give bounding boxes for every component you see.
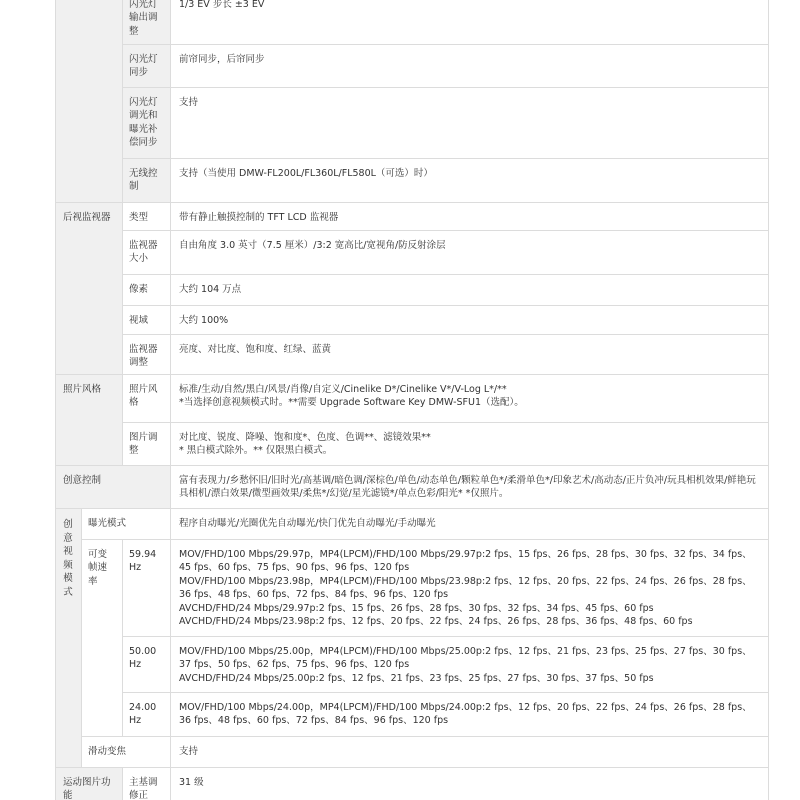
row-line (122, 44, 769, 45)
frame-rate-freq-2400: 24.00 Hz (129, 702, 157, 727)
flash-exposure-comp-label: 闪光灯 调光和 曝光补 偿同步 (129, 97, 158, 149)
monitor-pixels-label: 像素 (129, 284, 149, 295)
exposure-mode-label: 曝光模式 (88, 518, 127, 529)
row-line (122, 87, 769, 88)
row-line (122, 158, 769, 159)
row-line (55, 202, 769, 203)
value-column-divider (170, 0, 171, 800)
creative-control-category: 创意控制 (63, 475, 102, 486)
frame-rate-value-5000: MOV/FHD/100 Mbps/25.00p，MP4(LPCM)/FHD/100 Mbps/25.00p:2 fps、12 fps、21 fps、23 fps、25 fps、27 fps、30 fps、37 fps、50 fps、62 fps、75 fps、96 fps、120 fps AVCHD/FHD/24 Mbps/25.00p:2 fps、12 fps、21 fps、23 fps、25 fps、27 fps、30 fps、37 fps、50 fps (179, 646, 752, 684)
row-line (55, 508, 769, 509)
row-line (122, 692, 769, 693)
flash-wireless-value: 支持（当使用 DMW-FL200L/FL360L/FL580L（可选）时） (179, 168, 433, 179)
flash-sync-label: 闪光灯 同步 (129, 54, 158, 79)
row-line (122, 305, 769, 306)
sublabel-divider-top (122, 0, 123, 466)
flash-sync-value: 前帘同步，后帘同步 (179, 54, 265, 65)
monitor-pixels-value: 大约 104 万点 (179, 284, 242, 295)
frame-rate-freq-5994: 59.94 Hz (129, 549, 157, 574)
monitor-type-value: 带有静止触摸控制的 TFT LCD 监视器 (179, 212, 339, 223)
table-border-right (768, 0, 769, 800)
row-line (122, 636, 769, 637)
spec-table (55, 0, 769, 800)
monitor-adjust-value: 亮度、对比度、饱和度、红绿、蓝黄 (179, 344, 332, 355)
monitor-category: 后视监视器 (63, 212, 111, 223)
exposure-mode-value: 程序自动曝光/光圈优先自动曝光/快门优先自动曝光/手动曝光 (179, 518, 436, 529)
slide-zoom-label: 滑动变焦 (88, 746, 127, 757)
frame-rate-value-2400: MOV/FHD/100 Mbps/24.00p，MP4(LPCM)/FHD/100 Mbps/24.00p:2 fps、12 fps、20 fps、22 fps、24 fps、26 fps、28 fps、36 fps、48 fps、60 fps、72 fps、84 fps、96 fps、120 fps (179, 702, 752, 727)
photo-style-value: 标准/生动/自然/黑白/风景/肖像/自定义/Cinelike D*/Cinelike V*/V-Log L*/** *当选择创意视频模式时。**需要 Upgrade Software Key DMW-SFU1（选配）。 (179, 384, 524, 409)
monitor-adjust-label: 监视器 调整 (129, 344, 158, 369)
picture-adjust-label: 图片调 整 (129, 432, 158, 457)
flash-exposure-comp-value: 支持 (179, 97, 199, 108)
frame-rate-value-5994: MOV/FHD/100 Mbps/29.97p，MP4(LPCM)/FHD/100 Mbps/29.97p:2 fps、15 fps、26 fps、28 fps、30 fps、32 fps、34 fps、45 fps、60 fps、75 fps、90 fps、96 fps、120 fps MOV/FHD/100 Mbps/23.98p，MP4(LPCM)/FHD/100 Mbps/23.98p:2 fps、12 fps、20 fps、22 fps、24 fps、26 fps、28 fps、36 fps、48 fps、60 fps、72 fps、84 fps、96 fps、120 fps AVCHD/FHD/24 Mbps/29.97p:2 fps、15 fps、26 fps、28 fps、30 fps、32 fps、34 fps、45 fps、60 fps AVCHD/FHD/24 Mbps/23.98p:2 fps、12 fps、20 fps、22 fps、24 fps、26 fps、28 fps、36 fps、48 fps、60 fps (179, 549, 752, 628)
row-line (122, 274, 769, 275)
monitor-size-label: 监视器 大小 (129, 240, 158, 265)
row-line (122, 422, 769, 423)
row-line (122, 334, 769, 335)
monitor-field-value: 大约 100% (179, 315, 229, 326)
master-pedestal-value: 31 级 (179, 777, 204, 788)
creative-video-category: 创 意 视 频 模 式 (63, 519, 73, 598)
sublabel-divider-motion (122, 768, 123, 800)
motion-picture-category: 运动图片功 能 (63, 777, 111, 800)
photo-style-label: 照片风 格 (129, 384, 158, 409)
row-line (122, 230, 769, 231)
row-line (55, 465, 769, 466)
photo-style-category: 照片风格 (63, 384, 102, 395)
row-line (81, 736, 769, 737)
row-line (55, 767, 769, 768)
monitor-field-label: 视域 (129, 315, 149, 326)
slide-zoom-value: 支持 (179, 746, 199, 757)
row-line (55, 374, 769, 375)
monitor-type-label: 类型 (129, 212, 149, 223)
monitor-size-value: 自由角度 3.0 英寸（7.5 厘米）/3:2 宽高比/宽视角/防反射涂层 (179, 240, 446, 251)
master-pedestal-label: 主基调 修正 (129, 777, 158, 800)
row-line (81, 539, 769, 540)
flash-wireless-label: 无线控 制 (129, 168, 158, 193)
sublabel-divider-bottom (122, 540, 123, 737)
creative-control-value: 富有表现力/乡愁怀旧/旧时光/高基调/暗色调/深棕色/单色/动态单色/颗粒单色*/柔滑单色*/印象艺术/高动态/正片负冲/玩具相机效果/鲜艳玩具相机/漂白效果/微型画效果/柔焦*/幻觉/星光滤镜*/单点色彩/阳光* *仅照片。 (179, 475, 756, 500)
frame-rate-freq-5000: 50.00 Hz (129, 646, 157, 671)
picture-adjust-value: 对比度、锐度、降噪、饱和度*、色度、色调**、滤镜效果** * 黑白模式除外。** 仅限黑白模式。 (179, 432, 431, 457)
table-border-left (55, 0, 56, 800)
flash-output-adjust-label: 闪光灯 输出调 整 (129, 0, 158, 37)
variable-frame-rate-label: 可变 帧速 率 (88, 549, 108, 587)
vertical-category-divider (81, 509, 82, 768)
flash-output-adjust-value: 1/3 EV 步长 ±3 EV (179, 0, 265, 10)
